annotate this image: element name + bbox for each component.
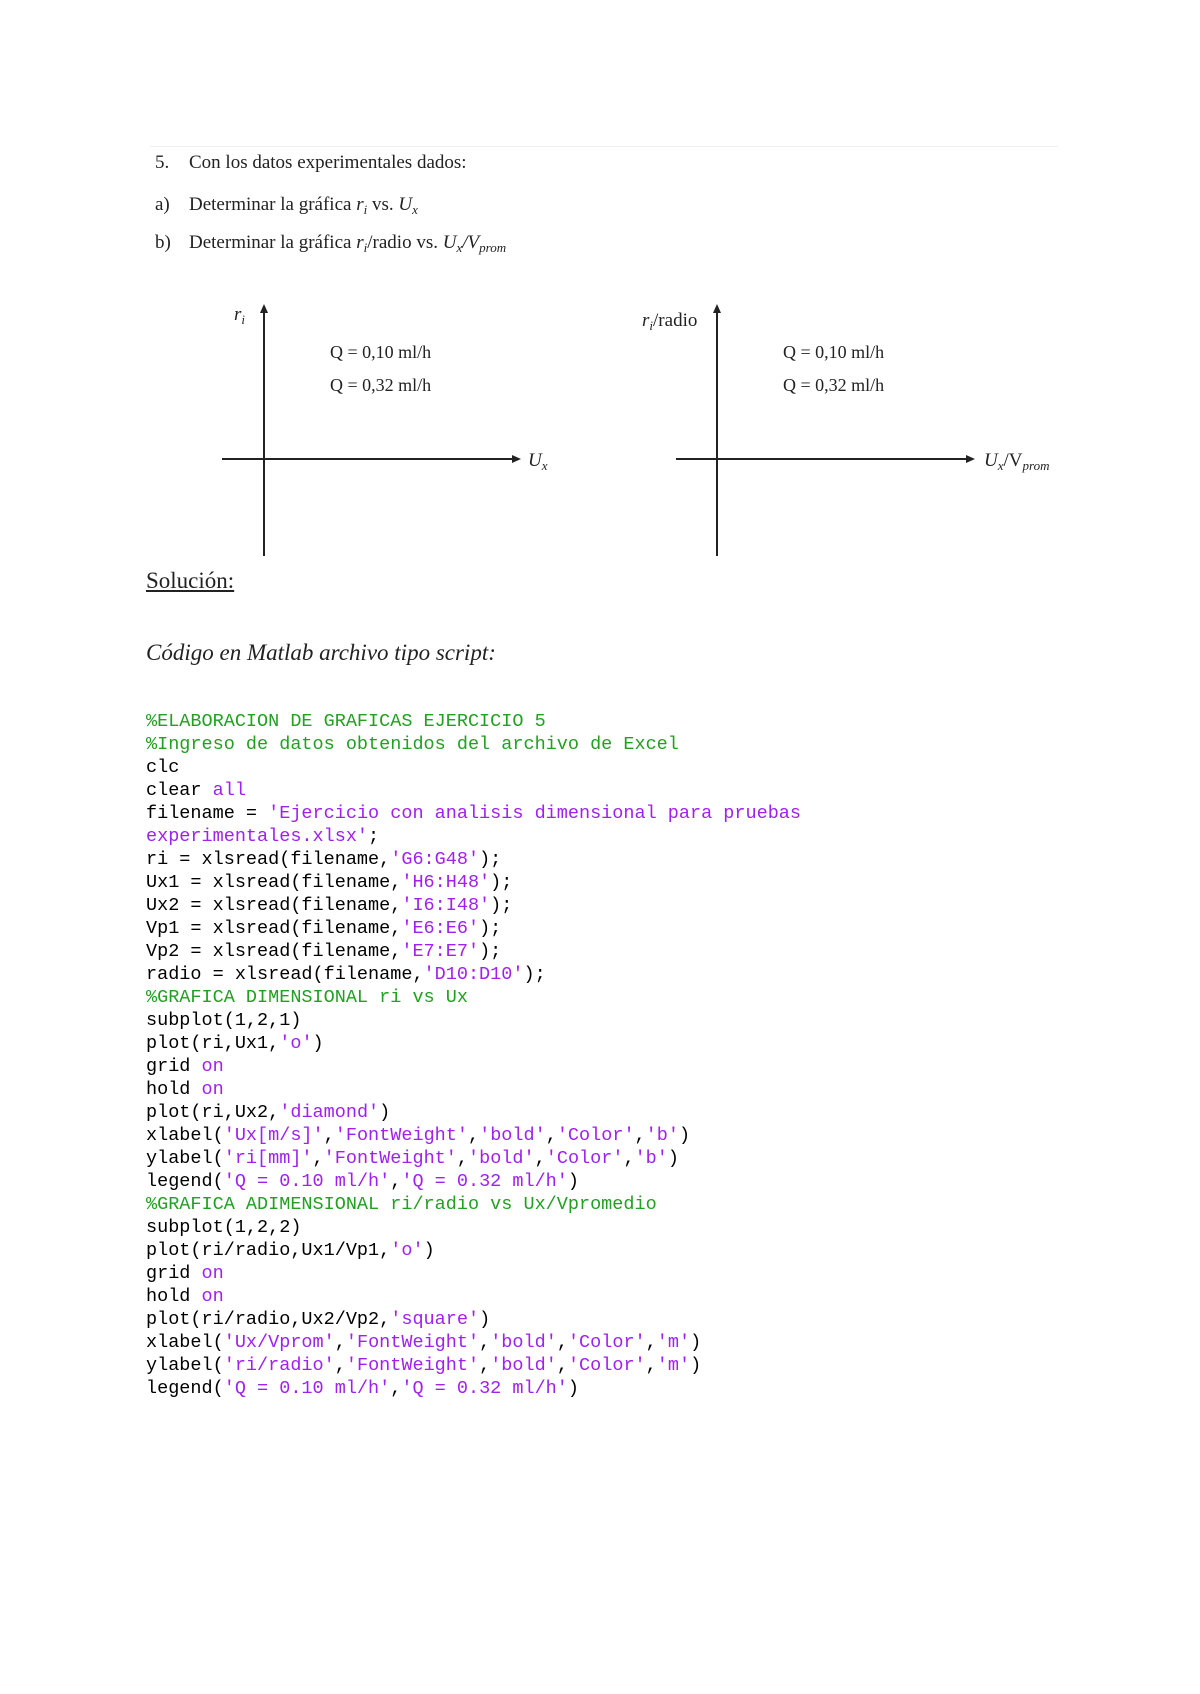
header-rule	[150, 146, 1058, 147]
y-axis-arrow	[260, 304, 268, 313]
code-string: 'G6:G48'	[390, 849, 480, 870]
code-text: legend(	[146, 1171, 224, 1192]
code-string: 'Ejercicio con analisis dimensional para pruebas	[268, 803, 802, 824]
x-axis	[676, 458, 966, 460]
code-string: 'Q = 0.10 ml/h'	[223, 1378, 391, 1399]
code-text: plot(ri/radio,Ux1/Vp1,	[146, 1240, 391, 1261]
code-text: grid	[146, 1263, 202, 1284]
problem-text: Con los datos experimentales dados:	[189, 152, 467, 173]
code-line	[146, 940, 801, 963]
code-string: experimentales.xlsx'	[146, 826, 369, 847]
code-string: 'Q = 0.32 ml/h'	[401, 1171, 568, 1192]
x-axis-arrow	[966, 455, 975, 463]
code-line	[146, 1331, 801, 1354]
code-text: ,	[556, 1332, 568, 1353]
code-line	[146, 825, 801, 848]
problem-number: 5.	[155, 152, 170, 173]
code-string: 'Q = 0.32 ml/h'	[401, 1378, 568, 1399]
code-string: 'diamond'	[279, 1102, 380, 1123]
problem-item-b	[155, 232, 506, 256]
code-line	[146, 986, 801, 1009]
x-axis-arrow	[512, 455, 521, 463]
code-text: ,	[312, 1148, 324, 1169]
code-line	[146, 1308, 801, 1331]
code-text: plot(ri/radio,Ux2/Vp2,	[146, 1309, 391, 1330]
code-text: );	[479, 849, 502, 870]
code-text: ,	[479, 1355, 491, 1376]
code-comment: %ELABORACION DE GRAFICAS EJERCICIO 5	[146, 711, 546, 732]
code-text: ,	[534, 1148, 546, 1169]
code-text: );	[523, 964, 546, 985]
code-string: 'Color'	[545, 1148, 624, 1169]
code-text: ri = xlsread(filename,	[146, 849, 391, 870]
code-line	[146, 1055, 801, 1078]
item-label: a)	[155, 194, 170, 215]
code-text: );	[490, 872, 513, 893]
code-string: 'bold'	[479, 1125, 546, 1146]
code-string: 'H6:H48'	[401, 872, 491, 893]
code-text: Ux2 = xlsread(filename,	[146, 895, 402, 916]
code-line	[146, 1262, 801, 1285]
code-string: 'Color'	[567, 1332, 646, 1353]
code-text: clc	[146, 757, 180, 778]
code-text: subplot(1,2,1)	[146, 1010, 302, 1031]
code-text: ,	[334, 1355, 346, 1376]
series-label-1: Q = 0,10 ml/h	[330, 342, 432, 362]
code-text: Vp2 = xlsread(filename,	[146, 941, 402, 962]
code-string: 'o'	[279, 1033, 313, 1054]
x-axis-label: $U_x/V_{prom}$	[984, 450, 1050, 473]
code-line	[146, 1101, 801, 1124]
code-line	[146, 1239, 801, 1262]
code-text: ,	[390, 1171, 402, 1192]
code-comment: %GRAFICA ADIMENSIONAL ri/radio vs Ux/Vpromedio	[146, 1194, 657, 1215]
code-text: )	[312, 1033, 324, 1054]
code-line	[146, 1147, 801, 1170]
code-text: ,	[479, 1332, 491, 1353]
code-text: )	[423, 1240, 435, 1261]
code-line	[146, 756, 801, 779]
problem-statement	[155, 152, 467, 174]
code-line	[146, 1032, 801, 1055]
x-axis	[222, 458, 512, 460]
code-text: ylabel(	[146, 1148, 224, 1169]
code-text: ,	[634, 1125, 646, 1146]
code-text: )	[567, 1378, 579, 1399]
code-string: 'Ux[m/s]'	[223, 1125, 324, 1146]
code-string: 'm'	[656, 1355, 691, 1376]
code-text: plot(ri,Ux2,	[146, 1102, 280, 1123]
code-text: grid	[146, 1056, 202, 1077]
code-text: )	[690, 1355, 702, 1376]
series-label-2: Q = 0,32 ml/h	[330, 375, 432, 395]
code-text: legend(	[146, 1378, 224, 1399]
code-string: 'Color'	[567, 1355, 646, 1376]
code-string: 'FontWeight'	[323, 1148, 457, 1169]
y-axis-label: $r_i$	[234, 304, 246, 327]
code-text: );	[490, 895, 513, 916]
code-line	[146, 1354, 801, 1377]
code-string: 'Ux/Vprom'	[223, 1332, 335, 1353]
code-line	[146, 1009, 801, 1032]
code-string: 'ri[mm]'	[223, 1148, 313, 1169]
code-text: )	[678, 1125, 691, 1146]
code-string: 'FontWeight'	[345, 1355, 480, 1376]
code-line	[146, 848, 801, 871]
code-line	[146, 963, 801, 986]
code-text: ,	[390, 1378, 402, 1399]
code-line	[146, 1078, 801, 1101]
code-string: 'E6:E6'	[401, 918, 480, 939]
code-text: ,	[323, 1125, 335, 1146]
code-text: ,	[645, 1355, 657, 1376]
y-axis-arrow	[713, 304, 721, 313]
code-line	[146, 1216, 801, 1239]
y-axis	[716, 312, 718, 556]
code-keyword: on	[201, 1079, 224, 1100]
code-text: ,	[556, 1355, 568, 1376]
code-line	[146, 1377, 801, 1400]
code-comment: %Ingreso de datos obtenidos del archivo de Excel	[146, 734, 679, 755]
code-string: 'FontWeight'	[345, 1332, 480, 1353]
code-keyword: on	[201, 1263, 224, 1284]
code-text: )	[379, 1102, 391, 1123]
code-line	[146, 779, 801, 802]
code-line	[146, 894, 801, 917]
matlab-code-block	[146, 710, 801, 1400]
code-text: )	[479, 1309, 491, 1330]
code-text: subplot(1,2,2)	[146, 1217, 302, 1238]
code-string: 'D10:D10'	[423, 964, 524, 985]
code-keyword: on	[201, 1286, 224, 1307]
y-axis	[263, 312, 265, 556]
code-text: Ux1 = xlsread(filename,	[146, 872, 402, 893]
code-string: 'b'	[645, 1125, 679, 1146]
code-string: 'bold'	[468, 1148, 535, 1169]
code-text: )	[690, 1332, 702, 1353]
code-string: 'square'	[390, 1309, 480, 1330]
code-text: Vp1 = xlsread(filename,	[146, 918, 402, 939]
code-heading: Código en Matlab archivo tipo script:	[146, 640, 496, 665]
code-string: 'Color'	[556, 1125, 635, 1146]
code-text: )	[667, 1148, 679, 1169]
code-text: ,	[467, 1125, 480, 1146]
code-text: clear	[146, 780, 213, 801]
solution-heading: Solución:	[146, 568, 235, 593]
code-line	[146, 1193, 801, 1216]
code-string: 'Q = 0.10 ml/h'	[223, 1171, 391, 1192]
item-text: Determinar la gráfica $r_i$/radio vs. $U_x/V_{prom}$	[189, 232, 507, 255]
code-text: );	[479, 941, 502, 962]
code-string: 'ri/radio'	[223, 1355, 335, 1376]
code-line	[146, 1170, 801, 1193]
code-text: filename =	[146, 803, 269, 824]
x-axis-label: $U_x$	[528, 450, 548, 473]
code-keyword: all	[212, 780, 246, 801]
code-string: 'bold'	[490, 1355, 557, 1376]
code-line	[146, 917, 801, 940]
code-line	[146, 1124, 801, 1147]
item-label: b)	[155, 232, 171, 253]
code-string: 'bold'	[490, 1332, 557, 1353]
y-axis-label: $r_i$/radio	[642, 310, 698, 333]
code-text: ,	[623, 1148, 635, 1169]
code-text: ylabel(	[146, 1355, 224, 1376]
code-text: plot(ri,Ux1,	[146, 1033, 280, 1054]
code-line	[146, 802, 801, 825]
code-line	[146, 1285, 801, 1308]
series-label-1: Q = 0,10 ml/h	[783, 342, 885, 362]
code-string: 'FontWeight'	[334, 1125, 468, 1146]
code-text: );	[479, 918, 502, 939]
code-string: 'o'	[390, 1240, 424, 1261]
code-string: 'm'	[656, 1332, 691, 1353]
code-line	[146, 871, 801, 894]
code-keyword: on	[201, 1056, 224, 1077]
code-string: 'b'	[634, 1148, 668, 1169]
code-line	[146, 733, 801, 756]
code-text: xlabel(	[146, 1125, 224, 1146]
item-text: Determinar la gráfica $r_i$ vs. $U_x$	[189, 194, 418, 217]
code-text: ,	[334, 1332, 346, 1353]
code-comment: %GRAFICA DIMENSIONAL ri vs Ux	[146, 987, 468, 1008]
code-text: hold	[146, 1079, 202, 1100]
code-text: ;	[368, 826, 380, 847]
code-string: 'I6:I48'	[401, 895, 491, 916]
code-text: radio = xlsread(filename,	[146, 964, 424, 985]
series-label-2: Q = 0,32 ml/h	[783, 375, 885, 395]
code-text: xlabel(	[146, 1332, 224, 1353]
code-text: ,	[545, 1125, 557, 1146]
code-string: 'E7:E7'	[401, 941, 480, 962]
code-line	[146, 710, 801, 733]
code-text: ,	[456, 1148, 468, 1169]
problem-item-a	[155, 194, 418, 218]
code-text: hold	[146, 1286, 202, 1307]
code-text: ,	[645, 1332, 657, 1353]
code-text: )	[567, 1171, 579, 1192]
